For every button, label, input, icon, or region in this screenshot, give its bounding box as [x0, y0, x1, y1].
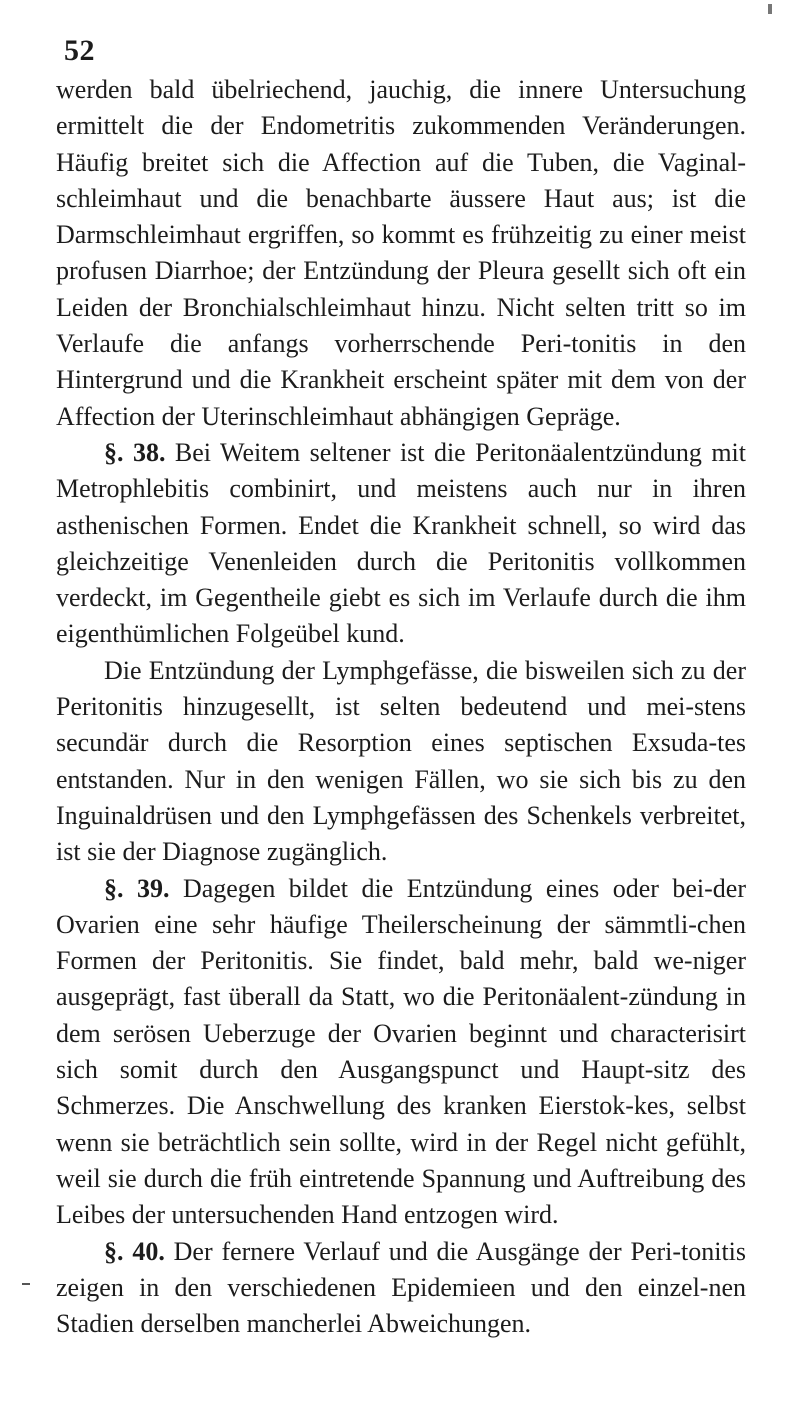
paragraph-5	[56, 1234, 746, 1343]
paragraph-2	[56, 435, 746, 653]
page-number: 52	[64, 34, 95, 67]
paragraph-2-text: Bei Weitem seltener ist die Peritonäalentzündung mit Metrophlebitis combinirt, und meistens auch nur in ihren asthenischen Formen. Endet die Krankheit schnell, so wird das gleichzeitige Venenleiden durch die Peritonitis vollkommen verdeckt, im Gegentheile giebt es sich im Verlaufe durch die ihm eigenthümlichen Folgeübel kund.	[56, 437, 747, 649]
paragraph-1-text: werden bald übelriechend, jauchig, die innere Untersuchung ermittelt die der Endometritis zukommenden Veränderungen. Häufig breitet sich die Affection auf die Tuben, die Vaginal-schleimhaut und die benachbarte äussere Haut aus; ist die Darmschleimhaut ergriffen, so kommt es frühzeitig zu einer meist profusen Diarrhoe; der Entzündung der Pleura gesellt sich oft ein Leiden der Bronchialschleimhaut hinzu. Nicht selten tritt so im Verlaufe die anfangs vorherrschende Peri-tonitis in den Hintergrund und die Krankheit erscheint später mit dem von der Affection der Uterinschleimhaut abhängigen Gepräge.	[56, 75, 746, 431]
section-mark-40: §. 40.	[104, 1236, 165, 1266]
paragraph-4	[56, 871, 746, 1234]
page-edge-mark	[768, 4, 772, 14]
paragraph-3-text: Die Entzündung der Lymphgefässe, die bisweilen sich zu der Peritonitis hinzugesellt, ist selten bedeutend und mei-stens secundär durch die Resorption eines septischen Exsuda-tes entstanden. Nur in den wenigen Fällen, wo sie sich bis zu den Inguinaldrüsen und den Lymphgefässen des Schenkels verbreitet, ist sie der Diagnose zugänglich.	[56, 655, 746, 867]
margin-dash-mark	[22, 1283, 30, 1285]
body-text	[56, 72, 746, 1342]
section-mark-39: §. 39.	[104, 873, 170, 903]
paragraph-5-text: Der fernere Verlauf und die Ausgänge der Peri-tonitis zeigen in den verschiedenen Epidemieen und den einzel-nen Stadien derselben mancherlei Abweichungen.	[56, 1236, 747, 1339]
paragraph-1	[56, 72, 746, 435]
paragraph-3	[56, 653, 746, 871]
section-mark-38: §. 38.	[104, 437, 166, 467]
paragraph-4-text: Dagegen bildet die Entzündung eines oder bei-der Ovarien eine sehr häufige Theilerscheinung der sämmtli-chen Formen der Peritonitis. Sie findet, bald mehr, bald we-niger ausgeprägt, fast überall da Statt, wo die Peritonäalent-zündung in dem serösen Ueberzuge der Ovarien beginnt und characterisirt sich somit durch den Ausgangspunct und Haupt-sitz des Schmerzes. Die Anschwellung des kranken Eierstok-kes, selbst wenn sie beträchtlich sein sollte, wird in der Regel nicht gefühlt, weil sie durch die früh eintretende Spannung und Auftreibung des Leibes der untersuchenden Hand entzogen wird.	[56, 873, 746, 1230]
